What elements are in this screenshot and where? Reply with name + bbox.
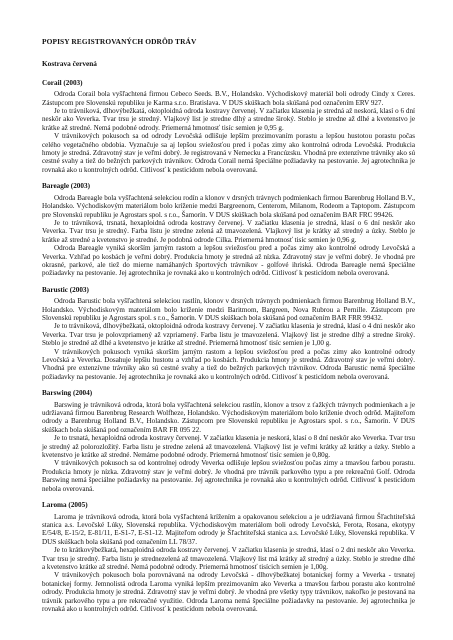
variety-paragraph: Je to trsnatá, hexaploidná odroda kostravy červenej. V začiatku klasenia je neskorá, klasí o 8 dní neskôr ako Veverka. Tvar trsu je stredný až polorozložitý. Farba listu je stredne zelená až tmavozelená. Vlajkový list je veľmi krátky až krátky a úzky. Steblo a kvetenstvo je krátke až stredné. Nemáme podobné odrody. Priemerná hmotnosť tisíc semien je 0,80g.: [42, 434, 415, 460]
variety-paragraph: Laroma je trávniková odroda, ktorá bola vyšľachtená krížením a opakovanou selekciou a je udržiavaná firmou Šľachtiteľská stanica a.s. Levočské Lúky, Slovenská republika. Východiskovým materiálom boli odrody Levočská, Ferota, Rosana, ekotypy E/54/8, E-15/2, E-81/11, E-S1-7, E-S1-12. Majiteľom odrody je Šľachtiteľská stanica a.s. Levočské Lúky, Slovenská republika. V DUS skúškach bola skúšaná pod označením LL 78/37.: [42, 512, 415, 546]
variety-laroma: [42, 501, 415, 613]
section-title: Kostrava červená: [42, 59, 97, 69]
variety-paragraph: Odroda Bareagle bola vyšľachtená selekciou rodín a klonov v drsných trávnych podmienkach firmou Barenbrug Holland B.V., Holandsko. Východiskovým materiálom bolo kríženie medzi Bargreenom, Centerom, Milanom, Rodeom a Taptopom. Zástupcom pre Slovenskú republiku je Agrostars spol. s r.o., Šamorín. V DUS skúškach bola skúšaná pod označením BAR FRC 99426.: [42, 193, 415, 219]
variety-bareagle: [42, 182, 415, 277]
variety-paragraph: Je to krátkovýbežkatá, hexaploidná odroda kostravy červenej. V začiatku klasenia je stredná, klasí o 2 dni neskôr ako Veverka. Tvar trsu je stredný. Farba listu je strednezelená až tmavozelená. Vlajkový list má krátky až stredný a úzky. Steblo je stredne dlhé a kvetenstvo krátke až stredné. Nemá podobné odrody. Priemerná hmotnosť tisícich semien je 1,00g.: [42, 546, 415, 571]
variety-title: Bareagle (2003): [42, 182, 90, 191]
variety-paragraph: Je to trávniková, trsnatá, hexaploidná odroda kostravy červenej. V začiatku klasenia je stredná, klasí o 6 dní neskôr ako Veverka. Tvar trsu je stredný. Farba listu je stredne zelená až tmavozelená. Vlajkový list je krátky až stredný a úzky. Steblo je krátke až stredné a kvetenstvo je stredné. Je podobná odrode Cilka. Priemerná hmotnosť tisíc semien je 0,96 g.: [42, 218, 415, 244]
variety-paragraph: Barswing je trávniková odroda, ktorá bola vyšľachtená selekciou rastlín, klonov a trsov z ťažkých trávnych podmienkach a je udržiavaná firmou Barenbrug Research Wolfheze, Holandsko. Východiskovým materiálom bolo kríženie dvoch odrôd. Majiteľom odrody a Barenbrug Holland B.V., Holandsko. Zástupcom pre Slovenskú republiku je Agrostars spol. s r.o., Šamorín. V DUS skúškach bola skúšaná pod označením BAR FR 095 22.: [42, 400, 415, 434]
variety-paragraph: Odroda Corail bola vyšľachtená firmou Cebeco Seeds. B.V., Holandsko. Východiskový materiál boli odrody Cindy x Ceres. Zástupcom pre Slovenskú republiku je Karma s.r.o. Bratislava. V DUS skúškach bola skúšaná pod označením ERV 927.: [42, 90, 415, 107]
variety-paragraph: V trávnikových pokusoch vyniká skorším jarným rastom a lepšou sviežosťou pred a počas zimy ako kontrolné odrody Levočská a Veverka. Dosahuje lepšiu hustotu a vzhľad po kosbách. Produkcia hmoty je stredná. Zdravotný stav je veľmi dobrý. Vhodná pre extenzívne trávniky ako sú cestné svahy a tiež do bežných parkových trávnikov. Odroda Barustic nemá špeciálne požiadavky na pestovanie. Jej agrotechnika je rovnaká ako u kontrolných odrôd. Citlivosť k pesticídom nebola overovaná.: [42, 347, 415, 381]
variety-paragraph: Je to trávniková, dlhovýbežkatá, oktoploidná odroda kostravy červenej. V začiatku klasenia je stredná, klasí o 4 dni neskôr ako Veverka. Tvar trsu je polovzpriamený až vzpriamený. Farba listu je tmavozelená. Vlajkový list je stredne dlhý a stredne široký. Steblo je stredné až dlhé a kvetenstvo je krátke až stredné. Priemerná hmotnosť tisíc semien je 1,00 g.: [42, 322, 415, 348]
variety-barustic: [42, 286, 415, 381]
document-title: POPISY REGISTROVANÝCH ODRÔD TRÁV: [42, 37, 197, 46]
variety-title: Barswing (2004): [42, 389, 93, 398]
variety-title: Corail (2003): [42, 78, 83, 87]
variety-barswing: [42, 389, 415, 493]
variety-paragraph: V trávnikových pokusoch sa od kontrolnej odrody Veverka odlišuje lepšou sviežosťou počas zimy a tmavšou farbou porastu. Produkcia hmoty je nízka. Zdravotný stav je veľmi dobrý. Je vhodná pre trávnik parkového typu a pre rekreačnú Golf. Odroda Barswing nemá špeciálne požiadavky na pestovanie. Jej agrotechnika je rovnaká ako u kontrolných odrôd. Citlivosť k pesticídom nebola overovaná.: [42, 459, 415, 493]
variety-paragraph: Odroda Barustic bola vyšľachtená selekciou rastlín, klonov v drsných trávnych podmienkach firmou Barenbrug Holland B.V., Holandsko. Východiskovým materiálom bolo kríženie medzi Baritmom, Bargreen, Nova Rubrou a Pernille. Zástupcom pre Slovenskú republiku je Agrostars spol. s r.o., Šamorín. V DUS skúškach bola skúšaná pod označením BAR FRR 99432.: [42, 297, 415, 322]
variety-corail: [42, 79, 415, 174]
variety-title: Laroma (2005): [42, 501, 88, 510]
variety-paragraph: V trávnikových pokusoch sa od odrody Levočská odlišuje lepším prezimovaním porastu a lepšou hustotou porastu počas celého vegetačného obdobia. Vyznačuje sa aj lepšou sviežosťou pred i počas zimy ako kontrolná odroda Levočská. Produkcia hmoty je stredná. Zdravotný stav je veľmi dobrý. Je registrovaná v Nemecku a Francúzsku. Vhodná pre extenzívne trávniky ako sú cestné svahy a tiež do bežných parkových trávnikov. Odroda Corail nemá špeciálne požiadavky na pestovanie. Jej agrotechnika je rovnaká ako u kontrolných odrôd. Citlivosť k pesticídom nebola overovaná.: [42, 132, 415, 174]
variety-paragraph: V trávnikových pokusoch bola porovnávaná na odrody Levočská - dlhovýbežkatej botanickej formy a Veverka - trsnatej botanickej formy. Jemnolistá odroda Laroma vyniká lepším prezimovaním ako Veverka a tmavšou farbou porastu ako kontrolné odrody. Produkcia hmoty je stredná. Zdravotný stav je veľmi dobrý. Je vhodná pre všetky typy trávnikov, nakoľko je pestovaná na trávnik parkového typu a pre rekreačné využitie. Odroda Laroma nemá špeciálne požiadavky na pestovanie. Jej agrotechnika je rovnaká ako u kontrolných odrôd. Citlivosť k pesticídom nebola overovaná.: [42, 571, 415, 613]
variety-title: Barustic (2003): [42, 285, 89, 294]
variety-paragraph: Je to trávniková, dlhovýbežkatá, oktoploidná odroda kostravy červenej. V začiatku klasenia je stredná až neskorá, klasí o 6 dní neskôr ako Veverka. Tvar trsu je stredný. Vlajkový list je stredne dlhý a stredne široký. Steblo je stredne až dlhé a kvetenstvo je krátke až stredné. Nemá podobné odrody. Priemerná hmotnosť tisíc semien je 0,95 g.: [42, 107, 415, 132]
variety-paragraph: Odroda Bareagle vyniká skorším jarným rastom a lepšou sviežosťou pred a počas zimy ako kontrolné odrody Levočská a Veverka. Vzhľad po kosbách je veľmi dobrý. Produkcia hmoty je stredná až nízka. Zdravotný stav je veľmi dobrý. Je vhodná pre okrasné, parkové, ale tiež do mierne namáhaných športových trávnikov - golfové ihriská. Odroda Bareagle nemá špeciálne požiadavky na pestovanie. Jej agrotechnika je rovnaká ako u kontrolných odrôd. Citlivosť k pesticídom nebola overovaná.: [42, 244, 415, 278]
